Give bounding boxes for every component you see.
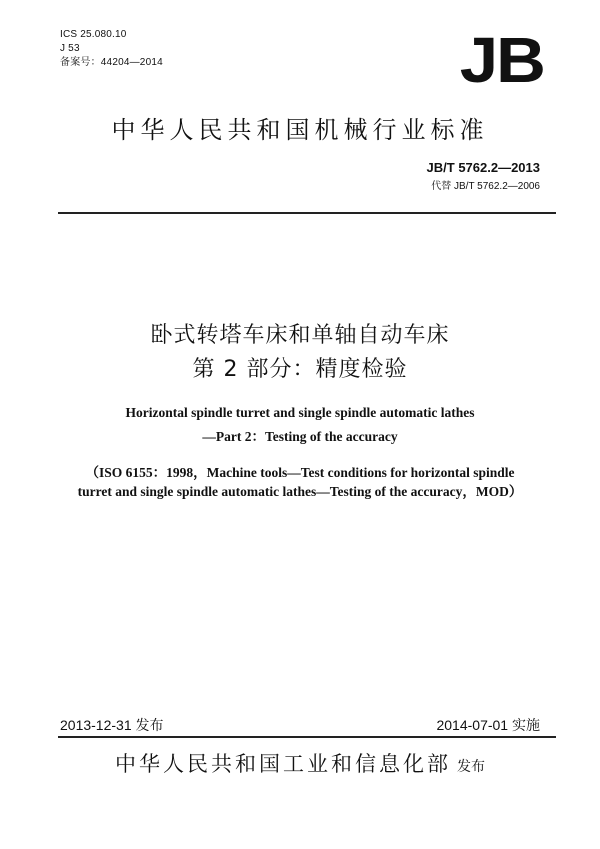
issuer-name: 中华人民共和国工业和信息化部 — [115, 752, 451, 776]
record-number: 备案号：44204—2014 — [60, 57, 163, 68]
top-divider — [58, 212, 556, 214]
issue-date: 2013-12-31 发布 — [60, 717, 164, 733]
issuer-suffix: 发布 — [457, 759, 485, 775]
issuer — [0, 748, 600, 778]
standard-code: JB/T 5762.2—2013 — [426, 160, 540, 175]
replaces-note: 代替 JB/T 5762.2—2006 — [431, 181, 540, 192]
title-en-line1: Horizontal spindle turret and single spindle automatic lathes — [125, 405, 475, 420]
ics-code: ICS 25.080.10 — [60, 29, 127, 40]
category-code: J 53 — [60, 43, 80, 54]
jb-logo: JB — [459, 24, 544, 96]
iso-reference-line1: （ISO 6155：1998，Machine tools—Test conditions for horizontal spindle — [85, 465, 515, 480]
effective-date: 2014-07-01 实施 — [436, 717, 540, 733]
iso-reference-line2: turret and single spindle automatic lathes—Testing of the accuracy，MOD） — [77, 484, 523, 499]
bottom-divider — [58, 736, 556, 738]
title-zh-line1: 卧式转塔车床和单轴自动车床 — [150, 323, 450, 348]
title-zh-line2: 第 2 部分：精度检验 — [192, 357, 408, 382]
organization-title: 中华人民共和国机械行业标准 — [111, 116, 489, 144]
title-en-line2: —Part 2：Testing of the accuracy — [202, 429, 398, 444]
